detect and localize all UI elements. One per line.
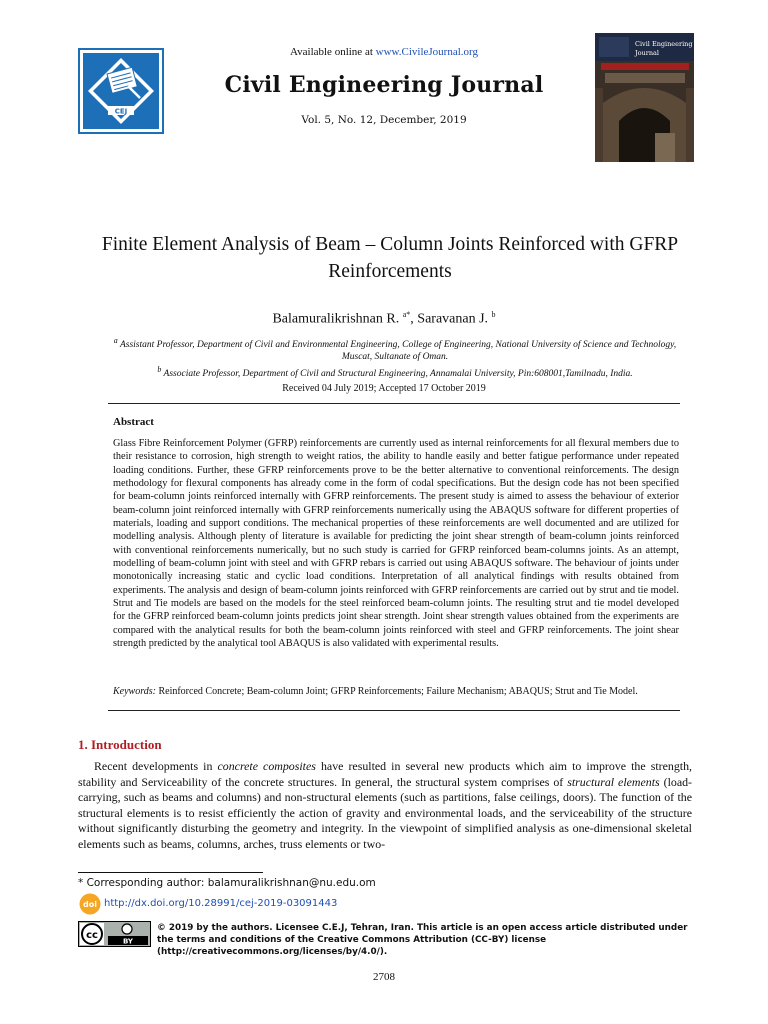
license-notice: © 2019 by the authors. Licensee C.E.J, Tehran, Iran. This article is an open access article distributed under the terms and conditions of the Creative Commons Attribution (CC-BY) license (http://creativecommons.org/licenses/by/4.0/). xyxy=(157,923,688,957)
keywords-list: Reinforced Concrete; Beam-column Joint; GFRP Reinforcements; Failure Mechanism; ABAQUS; Strut and Tie Model. xyxy=(155,686,638,697)
author-1: Balamuralikrishnan R. xyxy=(272,311,403,327)
intro-text-part-2: have resulted in several new products which aim to improve the strength, stability and Serviceability of the concrete structures. In general, the structural system comprises of xyxy=(78,759,692,789)
page-number: 2708 xyxy=(373,971,395,983)
abstract-text: Glass Fibre Reinforcement Polymer (GFRP) reinforcements are currently used as internal reinforcements for all flexural members due to their resistance to corrosion, high strength to weight ratios, the ability to handle easily and better fatigue performance under repeated loading conditions. Further, these GFRP reinforcements prove to be the better alternative to conventional reinforcements. The design methodology for flexural components has already come in the form of codal specifications. But the design code has not been specified for beam-column joints reinforced internally with GFRP reinforcements. The present study is aimed to assess the behaviour of exterior beam-column joint reinforced internally with GFRP reinforcements numerically using the ABAQUS software for different properties of materials, loading and support conditions. The mechanical properties of these reinforcements are well documented and are utilized for modelling analysis. Although plenty of literature is available for predicting the joint shear strength of beam-column joints reinforced with conventional reinforcements numerically, but no such study is carried for GFRP reinforced beam-columns joints. As an attempt, modelling of beam-column joint with steel and with GFRP rebars is carried out using ABAQUS software. The behaviour of joints under monotonically increasing static and cyclic load conditions. Interpretation of all analytical findings with results obtained from experiments. The analysis and design of beam-column joints reinforced with GFRP reinforcements are carried out by strut and tie model. Strut and Tie models are based on the models for the steel reinforced beam-column joints. The resulting strut and tie model developed for the GFRP reinforced beam-column joints predicts joint shear strength. Joint shear strength values obtained from the experiments are compared with the analytical results for both the beam-column joints reinforced with steel and GFRP reinforcements. The joint shear strength predicted by the analytical tool ABAQUS is also validated with experimental results. xyxy=(113,438,679,650)
author-separator: , xyxy=(410,311,418,327)
svg-text:CEJ: CEJ xyxy=(114,107,128,116)
svg-text:cc: cc xyxy=(86,930,98,941)
intro-italic-term-2: structural elements xyxy=(567,774,660,789)
author-2: Saravanan J. xyxy=(417,311,492,327)
affiliation-a xyxy=(105,335,685,363)
corresponding-author: * Corresponding author: balamuralikrishnan@nu.edu.om xyxy=(78,877,376,889)
volume-info: Vol. 5, No. 12, December, 2019 xyxy=(301,114,467,126)
journal-title: Civil Engineering Journal xyxy=(224,72,544,98)
footnote-rule xyxy=(78,872,263,873)
journal-website-link[interactable]: www.CivileJournal.org xyxy=(375,46,478,58)
affiliation-b-mark: b xyxy=(157,365,162,374)
paper-title: Finite Element Analysis of Beam – Column Joints Reinforced with GFRP Reinforcements xyxy=(101,234,679,282)
available-prefix: Available online at xyxy=(290,46,376,58)
doi-link[interactable]: http://dx.doi.org/10.28991/cej-2019-03091443 xyxy=(104,898,338,909)
introduction-paragraph xyxy=(78,759,692,852)
doi-icon xyxy=(79,893,101,915)
svg-text:BY: BY xyxy=(122,937,134,946)
author-1-affiliation-mark: a* xyxy=(402,310,411,319)
affiliation-b xyxy=(105,364,685,381)
svg-text:doi: doi xyxy=(83,900,97,909)
author-2-affiliation-mark: b xyxy=(491,310,496,319)
intro-text-part-1: Recent developments in xyxy=(94,759,218,773)
intro-text-part-3: (load-carrying, such as beams and columns) and non-structural elements (such as partitions, false ceilings, doors). The function of the structural elements is to resist efficiently the action of gravity and environmental loads, and the serviceability of the structure without significantly disturbing the geometry and integrity. In the viewpoint of simplified analysis as one-dimensional skeletal elements such as beams, columns, arches, truss elements or two- xyxy=(78,774,692,851)
introduction-heading: 1. Introduction xyxy=(78,737,162,752)
abstract-bottom-rule xyxy=(108,710,680,711)
keywords-line xyxy=(113,686,679,697)
abstract-heading: Abstract xyxy=(113,416,154,428)
svg-text:Journal: Journal xyxy=(635,49,659,57)
abstract-top-rule xyxy=(108,403,680,404)
svg-text:Civil Engineering: Civil Engineering xyxy=(635,40,693,48)
creative-commons-by-icon xyxy=(78,921,151,947)
authors-line xyxy=(0,310,768,328)
keywords-label: Keywords: xyxy=(113,686,156,697)
affiliation-a-text: Assistant Professor, Department of Civil and Environmental Engineering, College of Engineering, National University of Science and Technology, Muscat, Sultanate of Oman. xyxy=(119,340,677,362)
available-online-line xyxy=(0,46,768,58)
affiliation-a-mark: a xyxy=(113,336,118,345)
received-dates: Received 04 July 2019; Accepted 17 October 2019 xyxy=(282,383,486,394)
affiliation-b-text: Associate Professor, Department of Civil and Structural Engineering, Annamalai University, Pin:608001,Tamilnadu, India. xyxy=(163,369,633,380)
intro-italic-term-1: concrete composites xyxy=(217,759,316,773)
